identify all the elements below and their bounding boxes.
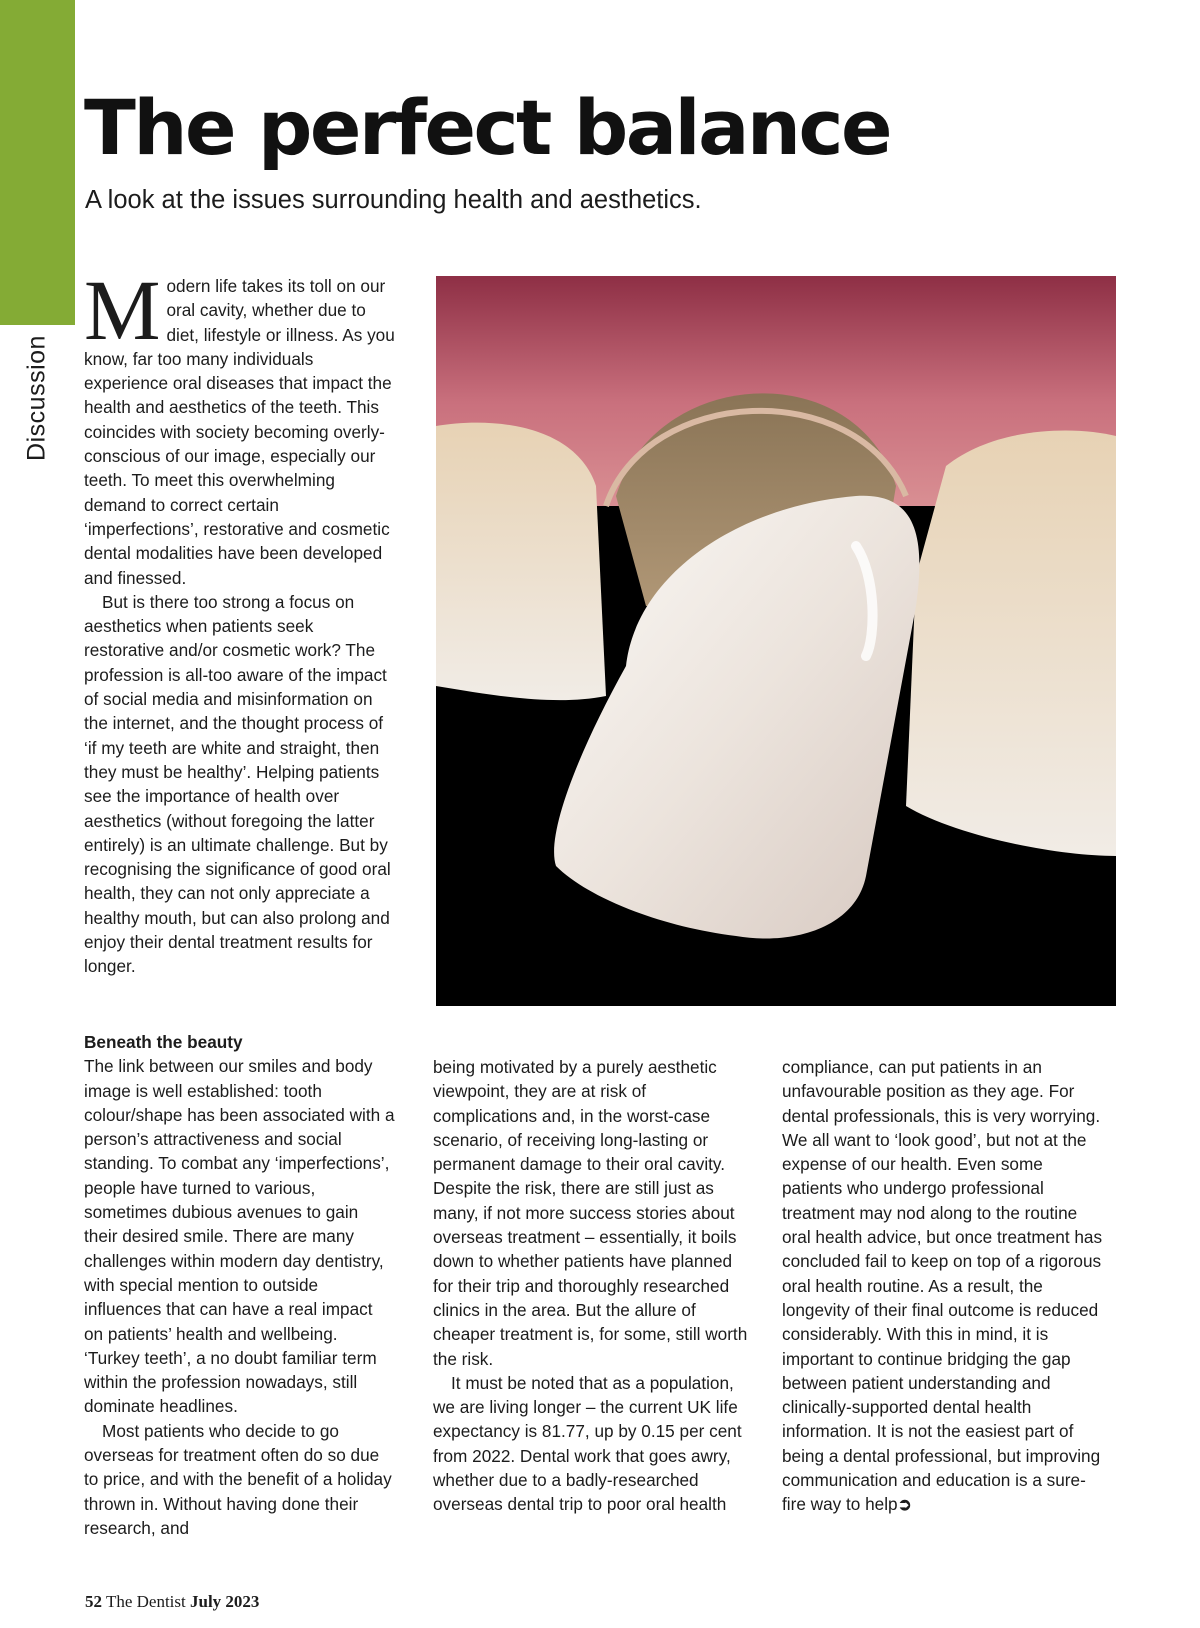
column-1-paragraph-2: Most patients who decide to go overseas for treatment often do so due to price, and with the benefit of a holiday thrown in. Without having done their research, and <box>84 1420 392 1538</box>
article-subtitle: A look at the issues surrounding health and aesthetics. <box>85 186 702 214</box>
article-title: The perfect balance <box>84 83 891 172</box>
veneer-illustration <box>436 276 1116 1006</box>
page-footer <box>85 1592 259 1612</box>
section-label: Discussion <box>22 335 51 461</box>
drop-cap: M <box>84 262 161 358</box>
issue-date: July 2023 <box>190 1592 260 1611</box>
column-1-paragraph-1: The link between our smiles and body image is well established: tooth colour/shape has been associated with a person’s attractiveness and social standing. To combat any ‘imperfections’, people have turned to various, sometimes dubious avenues to gain their desired smile. There are many challenges within modern day dentistry, with special mention to outside influences that can have a real impact on patients’ health and wellbeing. ‘Turkey teeth’, a no doubt familiar term within the profession nowadays, still dominate headlines. <box>84 1056 395 1417</box>
body-column-3 <box>782 1055 1104 1517</box>
publication-name: The Dentist <box>105 1592 186 1611</box>
subheading-beneath-the-beauty: Beneath the beauty <box>84 1032 243 1052</box>
intro-paragraph-1-text: odern life takes its toll on our oral cavity, whether due to diet, lifestyle or illness. As you know, far too many individuals experience oral diseases that impact the health and aesthetics of the teeth. This coincides with society becoming overly-conscious of our image, especially our teeth. To meet this overwhelming demand to correct certain ‘imperfections’, restorative and cosmetic dental modalities have been developed and finessed. <box>84 276 395 588</box>
body-column-1 <box>84 1030 396 1540</box>
body-column-2 <box>433 1055 751 1517</box>
column-3-paragraph-1-text: compliance, can put patients in an unfavourable position as they age. For dental professionals, this is very worrying. We all want to ‘look good’, but not at the expense of our health. Even some patients who undergo professional treatment may nod along to the routine oral health advice, but once treatment has concluded fail to keep on top of a rigorous oral health routine. As a result, the longevity of their final outcome is reduced considerably. With this in mind, it is important to continue bridging the gap between patient understanding and clinically-supported dental health information. It is not the easiest part of being a dental professional, but improving communication and education is a sure-fire way to help <box>782 1057 1103 1515</box>
section-accent-bar <box>0 0 75 325</box>
column-2-paragraph-2: It must be noted that as a population, we are living longer – the current UK life expectancy is 81.77, up by 0.15 per cent from 2022. Dental work that goes awry, whether due to a badly-researched overseas dental trip to poor oral health <box>433 1372 742 1515</box>
continue-arrow-icon: ➲ <box>897 1494 913 1515</box>
veneer-photo <box>436 276 1116 1006</box>
intro-paragraph-1 <box>84 262 398 590</box>
page-number: 52 <box>85 1592 102 1611</box>
intro-paragraph-2: But is there too strong a focus on aesthetics when patients seek restorative and/or cosmetic work? The profession is all-too aware of the impact of social media and misinformation on the internet, and the thought process of ‘if my teeth are white and straight, then they must be healthy’. Helping patients see the importance of health over aesthetics (without foregoing the latter entirely) is an ultimate challenge. But by recognising the significance of good oral health, they can not only appreciate a healthy mouth, but can also prolong and enjoy their dental treatment results for longer. <box>84 591 391 977</box>
intro-column <box>84 262 398 979</box>
column-3-paragraph-1 <box>782 1055 1104 1517</box>
column-2-paragraph-1: being motivated by a purely aesthetic viewpoint, they are at risk of complications and, in the worst-case scenario, of receiving long-lasting or permanent damage to their oral cavity. Despite the risk, there are still just as many, if not more success stories about overseas treatment – essentially, it boils down to whether patients have planned for their trip and thoroughly researched clinics in the area. But the allure of cheaper treatment is, for some, still worth the risk. <box>433 1057 748 1369</box>
